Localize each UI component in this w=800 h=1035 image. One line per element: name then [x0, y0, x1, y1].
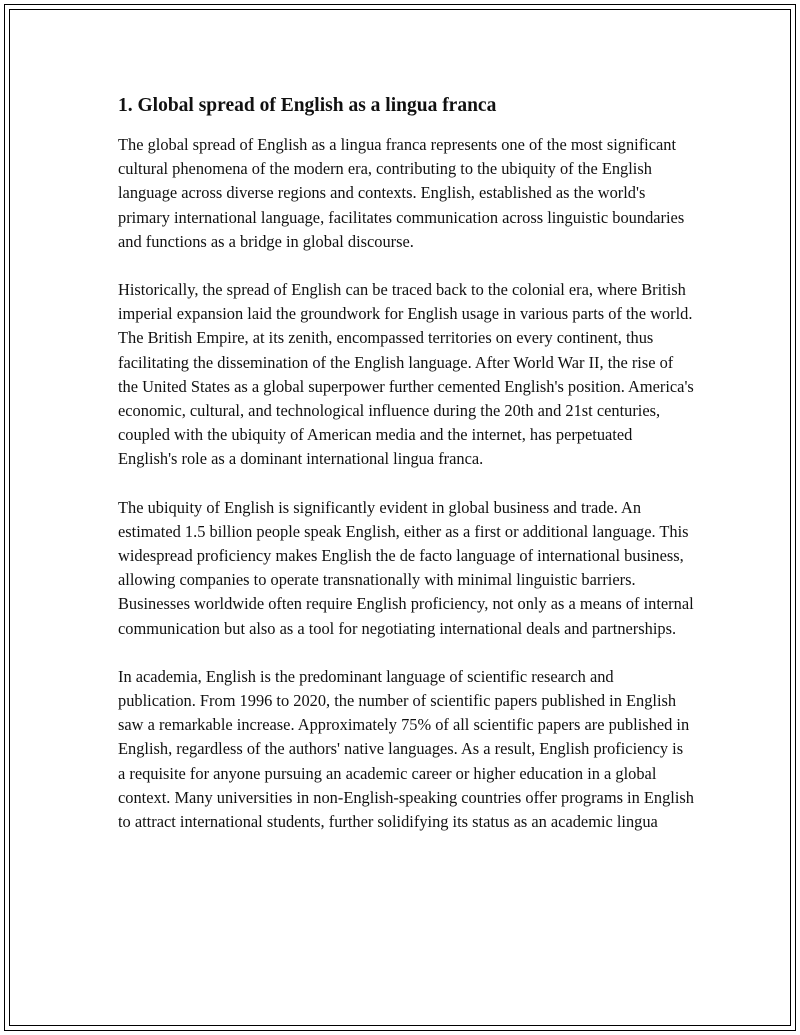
paragraph-academia: In academia, English is the predominant language of scientific research and publication. From 1996 to 2020, the number of scientific papers published in English saw a remarkable increase. Approximately 75% of all scientific papers are published in English, regardless of the authors' native languages. As a result, English proficiency is a requisite for anyone pursuing an academic career or higher education in a global context. Many universities in non-English-speaking countries offer programs in English to attract international students, further solidifying its status as an academic lingua	[118, 666, 694, 832]
paragraph-history: Historically, the spread of English can be traced back to the colonial era, where British imperial expansion laid the groundwork for English usage in various parts of the world. The British Empire, at its zenith, encompassed territories on every continent, thus facilitating the dissemination of the English language. After World War II, the rise of the United States as a global superpower further cemented English's position. America's economic, cultural, and technological influence during the 20th and 21st centuries, coupled with the ubiquity of American media and the internet, has perpetuated English's role as a dominant international lingua franca.	[118, 280, 694, 469]
document-body	[118, 93, 694, 858]
paragraph-intro: The global spread of English as a lingua franca represents one of the most significant cultural phenomena of the modern era, contributing to the ubiquity of the English language across diverse regions and contexts. English, established as the world's primary international language, facilitates communication across linguistic boundaries and functions as a bridge in global discourse.	[118, 135, 685, 251]
paragraph-business: The ubiquity of English is significantly evident in global business and trade. An estimated 1.5 billion people speak English, either as a first or additional language. This widespread proficiency makes English the de facto language of international business, allowing companies to operate transnationally with minimal linguistic barriers. Businesses worldwide often require English proficiency, not only as a means of internal communication but also as a tool for negotiating international deals and partnerships.	[118, 497, 694, 638]
section-heading: 1. Global spread of English as a lingua franca	[118, 95, 497, 116]
